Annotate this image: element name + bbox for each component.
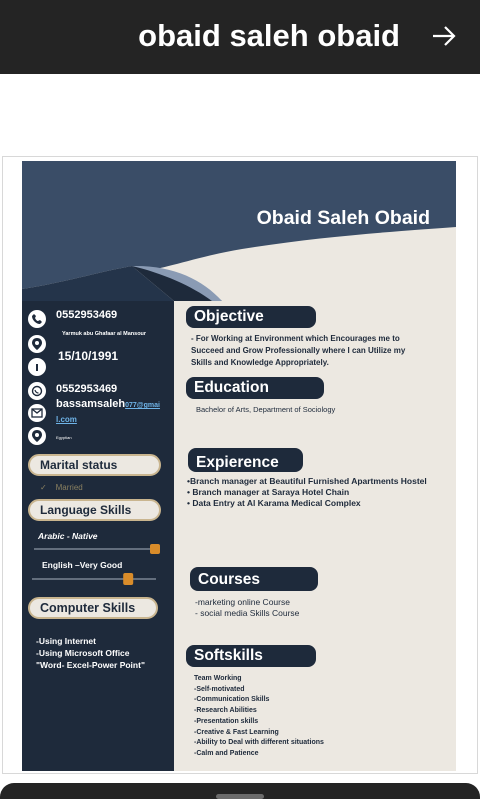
course-item: - social media Skills Course bbox=[195, 608, 300, 618]
experience-item: •Branch manager at Beautiful Furnished Apartments Hostel bbox=[187, 476, 427, 486]
objective-line: - For Working at Environment which Encourages me to bbox=[191, 334, 400, 343]
contact-birthdate bbox=[28, 358, 46, 376]
softskill-item: -Creative & Fast Learning bbox=[194, 728, 279, 736]
softskill-item: -Communication Skills bbox=[194, 696, 270, 704]
birthdate-text: 15/10/1991 bbox=[58, 349, 119, 363]
marital-value-text: Married bbox=[55, 483, 83, 492]
objective-heading: Objective bbox=[186, 306, 316, 328]
experience-list bbox=[187, 476, 427, 509]
experience-item: • Branch manager at Saraya Hotel Chain bbox=[187, 487, 350, 497]
phone2-text: 0552953469 bbox=[56, 383, 118, 395]
language-slider-english bbox=[32, 573, 162, 585]
resume-header-graphic bbox=[22, 161, 456, 301]
courses-list bbox=[195, 597, 299, 619]
language-english: English –Very Good bbox=[42, 560, 123, 570]
softskill-item: -Research Abilities bbox=[194, 707, 257, 715]
resume-page[interactable] bbox=[22, 161, 456, 771]
contact-nationality bbox=[28, 427, 46, 445]
softskill-item: Team Working bbox=[194, 675, 242, 682]
address-text: Yarmuk abu Ghafaar al Mansour bbox=[62, 331, 147, 337]
objective-line: Skills and Knowledge Appropriately. bbox=[191, 358, 329, 367]
objective-text bbox=[191, 333, 405, 369]
phone-icon bbox=[28, 310, 46, 328]
course-item: -marketing online Course bbox=[195, 597, 290, 607]
email-text-part1: bassamsaleh bbox=[56, 398, 126, 410]
education-text: Bachelor of Arts, Department of Sociology bbox=[196, 405, 336, 414]
language-arabic: Arabic - Native bbox=[38, 531, 98, 541]
language-level-knob bbox=[150, 544, 160, 554]
computer-skill-line: -Using Internet bbox=[36, 636, 96, 646]
courses-heading: Courses bbox=[190, 567, 318, 591]
softskills-list bbox=[194, 674, 324, 760]
softskill-item: -Ability to Deal with different situations bbox=[194, 739, 324, 747]
nationality-text: Egyptian bbox=[56, 435, 72, 440]
location-pin-icon bbox=[28, 427, 46, 445]
computer-skills-label: Computer Skills bbox=[28, 597, 158, 619]
info-icon bbox=[28, 358, 46, 376]
email-block[interactable] bbox=[56, 397, 174, 426]
phone-text: 0552953469 bbox=[56, 309, 118, 321]
education-heading: Education bbox=[186, 377, 324, 399]
contact-phone-1 bbox=[28, 310, 117, 328]
contact-location-pin bbox=[28, 335, 46, 353]
location-pin-icon bbox=[28, 335, 46, 353]
language-slider-arabic bbox=[32, 544, 162, 554]
marital-value bbox=[40, 483, 83, 492]
contact-email bbox=[28, 404, 46, 422]
experience-item: • Data Entry at Al Karama Medical Complex bbox=[187, 498, 361, 508]
objective-line: Succeed and Grow Professionally where I can Utilize my bbox=[191, 346, 406, 355]
email-icon bbox=[28, 404, 46, 422]
document-title: obaid saleh obaid bbox=[138, 18, 400, 53]
email-text-part3: l.com bbox=[56, 415, 77, 424]
drag-handle[interactable] bbox=[216, 794, 264, 799]
softskills-heading: Softskills bbox=[186, 645, 316, 667]
email-text-part2: 077@gmai bbox=[125, 402, 160, 409]
whatsapp-icon bbox=[28, 382, 46, 400]
computer-skills-list bbox=[36, 635, 145, 671]
language-level-knob bbox=[123, 573, 133, 585]
experience-heading: Expierence bbox=[188, 448, 303, 472]
softskill-item: -Self-motivated bbox=[194, 685, 245, 693]
computer-skill-line: -Using Microsoft Office bbox=[36, 648, 130, 658]
bottom-sheet[interactable] bbox=[0, 783, 480, 799]
resume-name: Obaid Saleh Obaid bbox=[256, 207, 430, 229]
softskill-item: -Calm and Patience bbox=[194, 749, 259, 757]
check-icon: ✓ bbox=[40, 483, 47, 492]
computer-skill-line: "Word- Excel-Power Point" bbox=[36, 660, 145, 670]
softskill-item: -Presentation skills bbox=[194, 717, 259, 725]
top-app-bar bbox=[0, 0, 480, 74]
language-skills-label: Language Skills bbox=[28, 499, 161, 521]
marital-status-label: Marital status bbox=[28, 454, 161, 476]
arrow-right-icon[interactable] bbox=[430, 22, 458, 50]
